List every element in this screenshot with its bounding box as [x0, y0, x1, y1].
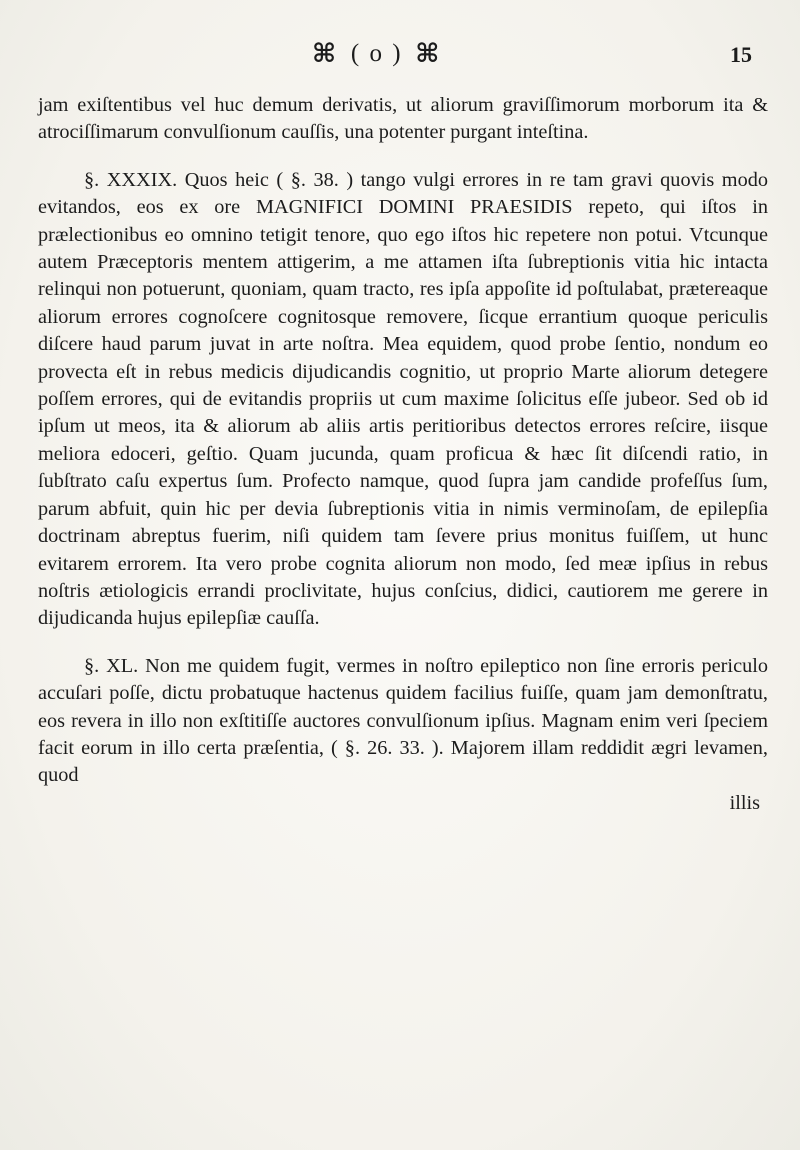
left-ornament-icon: ⌘ — [312, 38, 339, 68]
running-head-mark: ( o ) — [350, 39, 403, 67]
paragraph-section-39: §. XXXIX. Quos heic ( §. 38. ) tango vulgi errores in re tam gravi quovis modo evitandos, eos ex ore MAGNIFICI DOMINI PRAESIDIS repeto, qui iſtos in prælectionibus eo omnino tetigit tenore, quo ego iſtos hic repetere non potui. Vtcunque autem Præceptoris mentem attigerim, a me attamen iſta ſubreptionis vitia hic intacta relinqui non potuerunt, quoniam, quam tracto, res ipſa appoſite id poſtulabat, prætereaque aliorum errores cognoſcere cognitosque removere, ſicque errantium quoque periculis diſcere haud parum juvat in arte noſtra. Mea equidem, quod probe ſentio, nondum eo provecta eſt in rebus medicis dijudicandis cognitio, ut proprio Marte aliorum detegere poſſem errores, qui de evitandis propriis ut cum maxime ſolicitus eſſe jubeor. Sed ob id ipſum ut meos, ita & aliorum ab aliis artis peritioribus detectos errores reſcire, iisque meliora edoceri, geſtio. Quam jucunda, quam proficua & hæc ſit diſcendi ratio, in ſubſtrato caſu expertus ſum. Profecto namque, quod ſupra jam candide profeſſus ſum, parum abfuit, quin hic per devia ſubreptionis vitia in nimis verminoſam, de epilepſia doctrinam abreptus fuerim, niſi quidem tam ſevere prius monitus fuiſſem, ut hunc evitarem errorem. Ita vero probe cognita aliorum non modo, ſed meæ ipſius in rebus noſtris ætiologicis errandi proclivitate, hujus conſcius, didici, cautiorem me gerere in dijudicanda hujus epilepſiæ cauſſa. — [38, 168, 768, 630]
page-header — [0, 36, 800, 76]
running-head — [312, 36, 441, 69]
body-text — [38, 92, 768, 817]
page-number: 15 — [730, 42, 752, 67]
paragraph-continuation: jam exiſtentibus vel huc demum derivatis, ut aliorum graviſſimorum morborum ita & atrociſſimarum convulſionum cauſſis, una potenter purgant inteſtina. — [38, 94, 768, 144]
right-ornament-icon: ⌘ — [415, 38, 442, 68]
catchword: illis — [729, 791, 760, 814]
paragraph-section-40: §. XL. Non me quidem fugit, vermes in noſtro epileptico non ſine erroris periculo accuſari poſſe, dictu probatuque hactenus quidem facilius fuiſſe, quam jam demonſtratu, eos revera in illo non exſtitiſſe auctores convulſionum ipſius. Magnam enim veri ſpeciem facit eorum in illo certa præſentia, ( §. 26. 33. ). Majorem illam reddidit ægri levamen, quod — [38, 654, 768, 787]
